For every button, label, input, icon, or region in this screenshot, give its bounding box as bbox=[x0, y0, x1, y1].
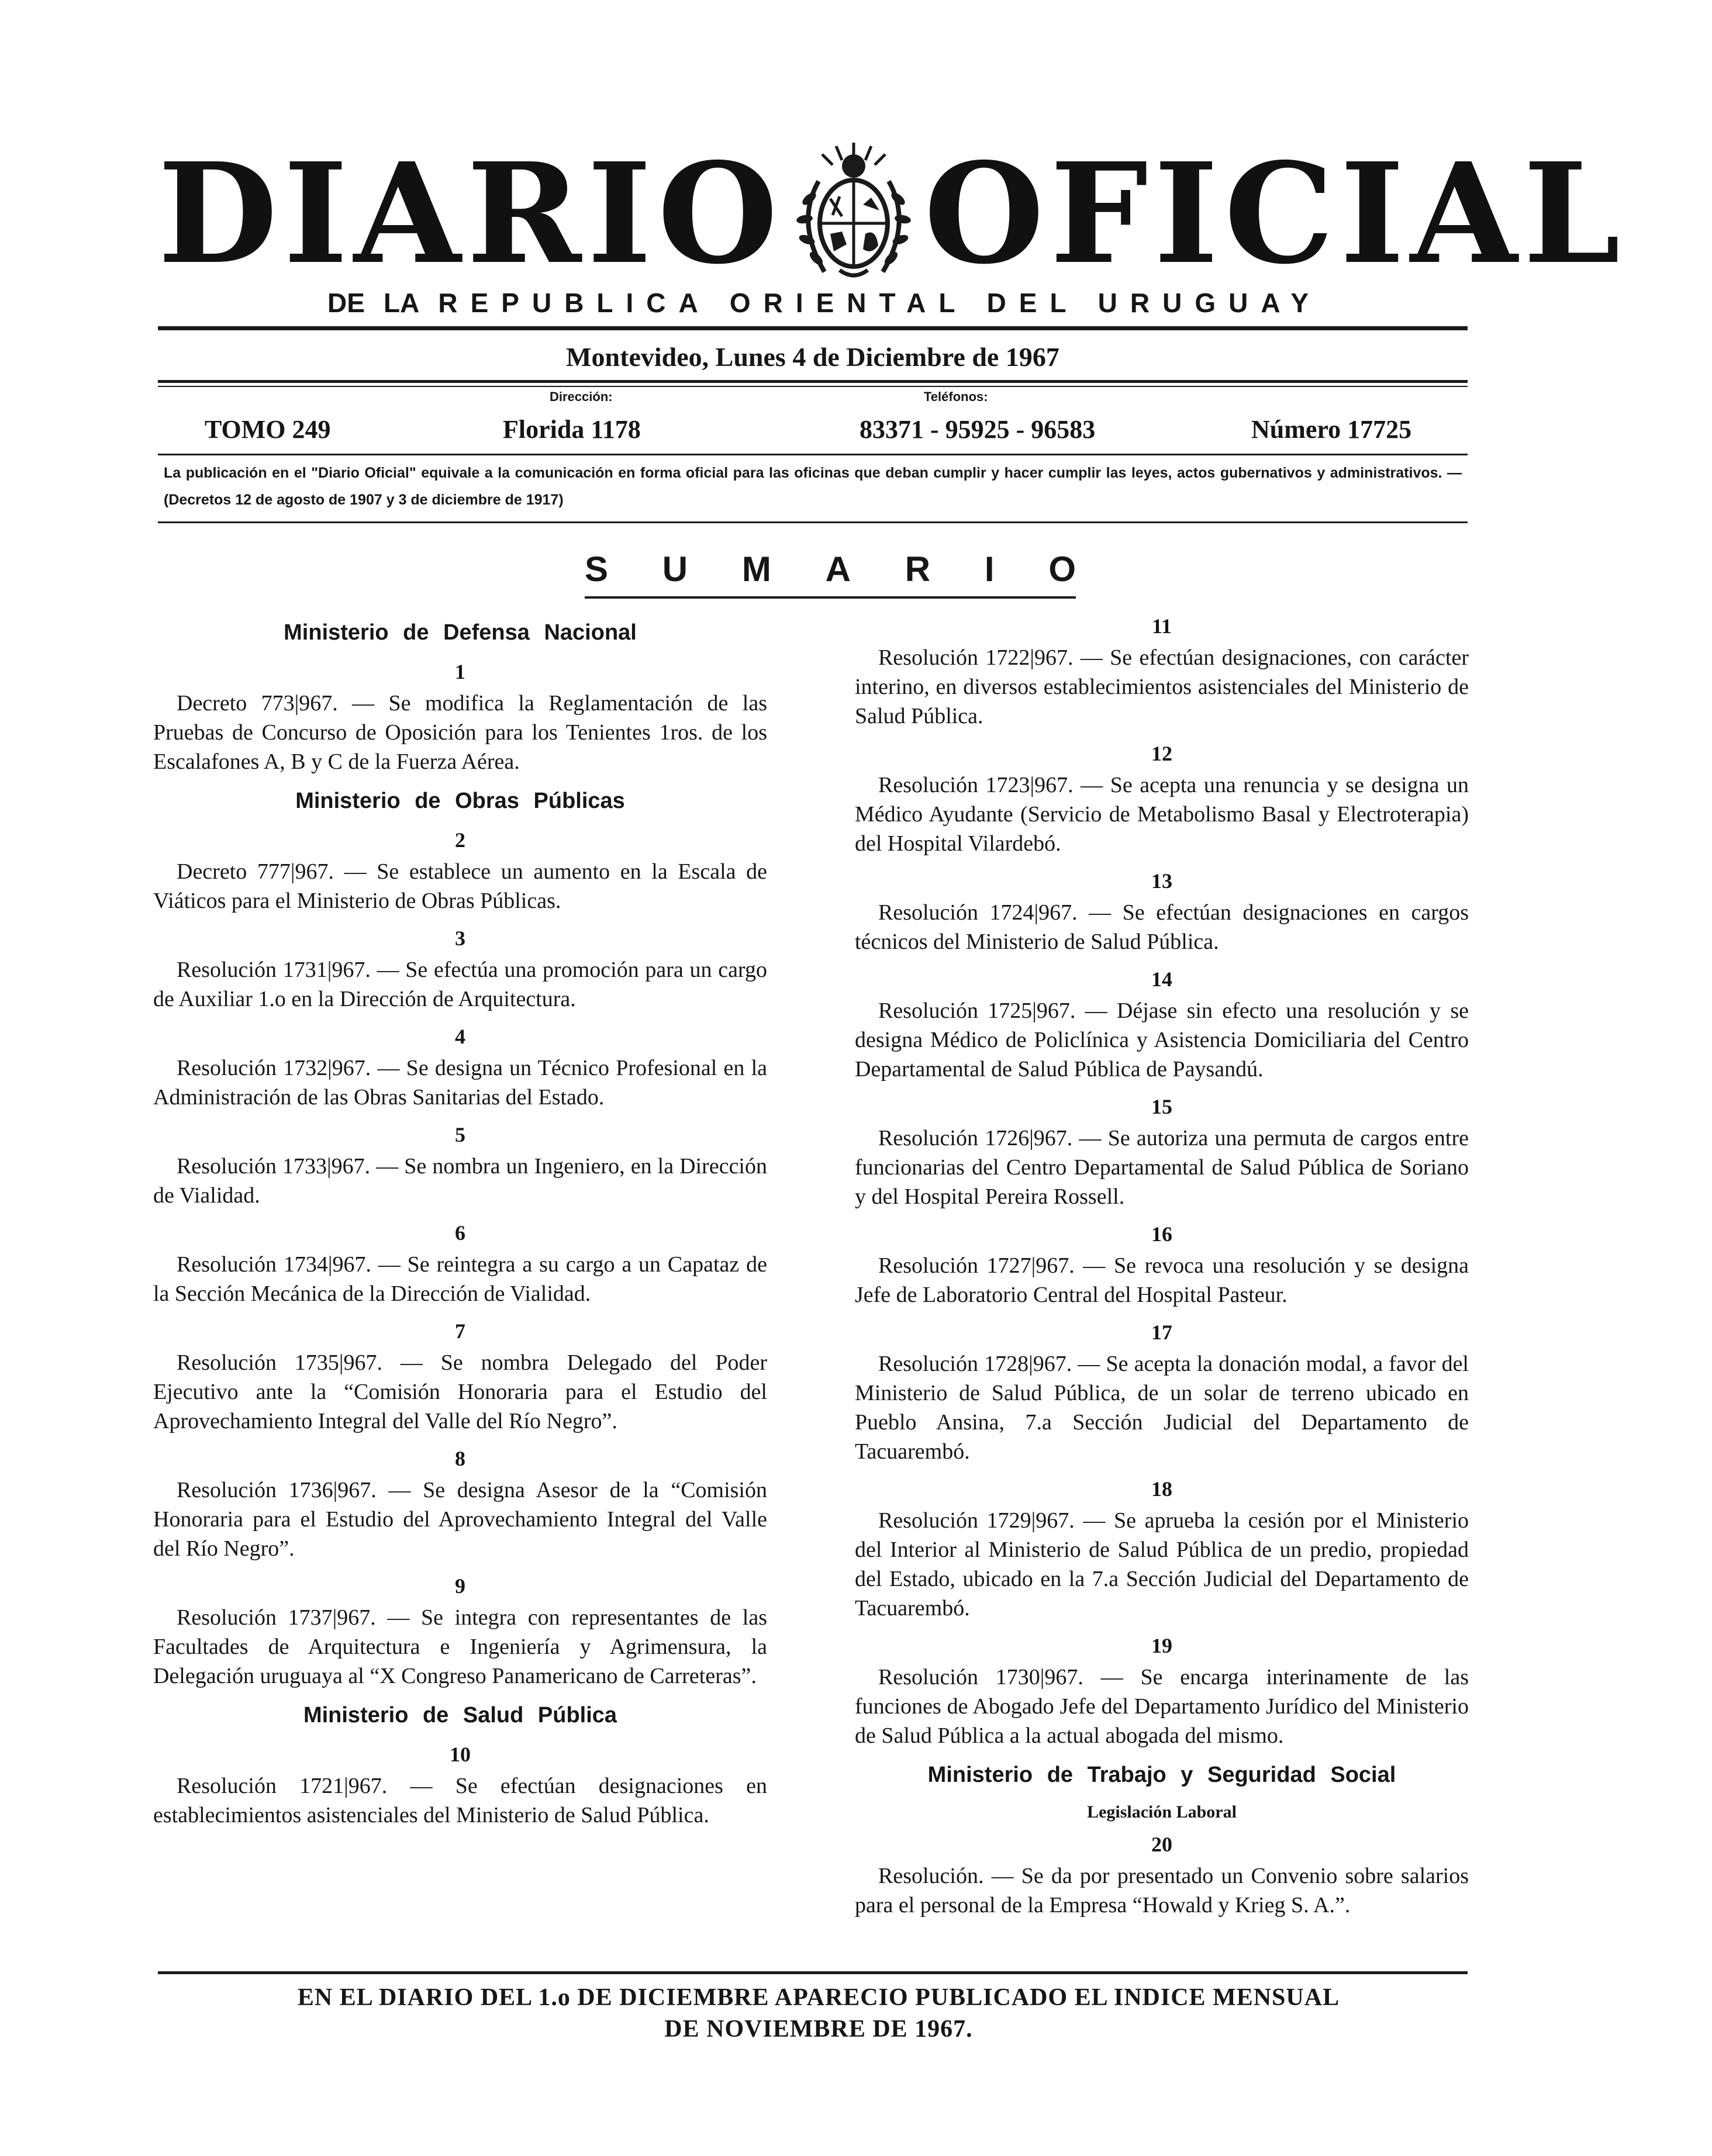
subtitle-word: REPUBLICA bbox=[438, 288, 711, 318]
masthead bbox=[158, 132, 1627, 295]
masthead-title-right: OFICIAL bbox=[924, 132, 1627, 295]
summary-entry: Resolución 1727|967. — Se revoca una resolución y se designa Jefe de Laboratorio Central del Hospital Pasteur. bbox=[855, 1253, 1469, 1307]
info-rule bbox=[158, 454, 1468, 455]
summary-entry: Resolución 1721|967. — Se efectúan designaciones en establecimientos asistenciales del Ministerio de Salud Pública. bbox=[153, 1774, 767, 1827]
item-number: 14 bbox=[1151, 968, 1172, 991]
summary-entry: Resolución 1726|967. — Se autoriza una permuta de cargos entre funcionarias del Centro Departamental de Salud Pública de Soriano y del Hospital Pereira Rossell. bbox=[855, 1126, 1469, 1209]
ministry-heading-salud: Ministerio de Salud Pública bbox=[303, 1703, 617, 1727]
telefonos-label: Teléfonos: bbox=[924, 389, 988, 404]
summary-entry: Decreto 777|967. — Se establece un aumento en la Escala de Viáticos para el Ministerio de Obras Públicas. bbox=[153, 859, 767, 913]
item-number: 3 bbox=[455, 927, 465, 950]
item-number: 17 bbox=[1151, 1321, 1172, 1344]
right-column bbox=[855, 608, 1469, 1927]
item-number: 8 bbox=[455, 1447, 465, 1470]
masthead-subtitle bbox=[327, 285, 1321, 320]
sumario-letter: U bbox=[662, 549, 688, 589]
item-number: 11 bbox=[1151, 614, 1172, 638]
sumario-letter: O bbox=[1048, 549, 1076, 589]
left-column bbox=[153, 608, 767, 1837]
summary-entry: Resolución 1722|967. — Se efectúan designaciones, con carácter interino, en diversos establecimientos asistenciales del Ministerio de Salud Pública. bbox=[855, 645, 1469, 728]
sumario-heading bbox=[585, 543, 1076, 595]
subtitle-word: ORIENTAL bbox=[729, 288, 968, 318]
summary-entry: Resolución 1737|967. — Se integra con representantes de las Facultades de Arquitectura e Ingeniería y Agrimensura, la Delegación uruguaya al “X Congreso Panamericano de Carreteras”. bbox=[153, 1605, 767, 1688]
ministry-heading-trabajo: Ministerio de Trabajo y Seguridad Social bbox=[927, 1763, 1396, 1787]
summary-entry: Resolución 1725|967. — Déjase sin efecto una resolución y se designa Médico de Policlínica y Asistencia Domiciliaria del Centro Departamental de Salud Pública de Paysandú. bbox=[855, 998, 1469, 1082]
dateline: Montevideo, Lunes 4 de Diciembre de 1967 bbox=[566, 342, 1059, 372]
summary-entry: Resolución 1728|967. — Se acepta la donación modal, a favor del Ministerio de Salud Pública, de un solar de terreno ubicado en Pueblo Ansina, 7.a Sección Judicial del Departamento de Tacuarembó. bbox=[855, 1352, 1469, 1464]
bottom-notice bbox=[193, 1982, 1444, 2045]
ministry-heading-obras: Ministerio de Obras Públicas bbox=[295, 789, 625, 813]
summary-entry: Resolución 1731|967. — Se efectúa una promoción para un cargo de Auxiliar 1.o en la Dirección de Arquitectura. bbox=[153, 958, 767, 1011]
item-number: 1 bbox=[455, 660, 465, 683]
subtitle-word: DE bbox=[327, 288, 365, 318]
summary-entry: Resolución 1730|967. — Se encarga interinamente de las funciones de Abogado Jefe del Departamento Jurídico del Ministerio de Salud Pública a la actual abogada del mismo. bbox=[855, 1665, 1469, 1748]
subhead-legislacion: Legislación Laboral bbox=[1087, 1802, 1237, 1822]
direccion-label: Dirección: bbox=[550, 389, 613, 404]
coat-of-arms-icon bbox=[783, 140, 924, 286]
legal-rule bbox=[158, 521, 1468, 523]
item-number: 7 bbox=[455, 1319, 465, 1343]
item-number: 4 bbox=[455, 1025, 465, 1048]
item-number: 5 bbox=[455, 1123, 465, 1146]
subtitle-word: DEL bbox=[986, 288, 1079, 318]
bottom-notice-line1: EN EL DIARIO DEL 1.o DE DICIEMBRE APARECIO PUBLICADO EL INDICE MENSUAL bbox=[297, 1984, 1340, 2011]
footer-rule bbox=[158, 1971, 1468, 1974]
summary-entry: Resolución 1724|967. — Se efectúan designaciones en cargos técnicos del Ministerio de Salud Pública. bbox=[855, 900, 1469, 954]
tomo: TOMO 249 bbox=[205, 415, 331, 444]
bottom-notice-line2: DE NOVIEMBRE DE 1967. bbox=[664, 2016, 973, 2043]
summary-entry: Resolución 1734|967. — Se reintegra a su cargo a un Capataz de la Sección Mecánica de la Dirección de Vialidad. bbox=[153, 1252, 767, 1306]
item-number: 9 bbox=[455, 1574, 465, 1598]
sumario-letter: S bbox=[585, 549, 609, 589]
subtitle-word: URUGUAY bbox=[1097, 288, 1321, 318]
legal-notice: La publicación en el "Diario Oficial" equivale a la comunicación en forma oficial para las oficinas que deban cumplir y hacer cumplir las leyes, actos gubernativos y administrativos. — (Decretos 12 de agosto de 1907 y 3 de diciembre de 1917) bbox=[164, 465, 1462, 508]
item-number: 10 bbox=[450, 1743, 471, 1766]
masthead-title-left: DIARIO bbox=[158, 132, 784, 295]
summary-entry: Resolución 1729|967. — Se aprueba la cesión por el Ministerio del Interior al Ministerio de Salud Pública de un predio, propiedad del Estado, ubicado en la 7.a Sección Judicial del Departamento de Tacuarembó. bbox=[855, 1508, 1469, 1621]
dateline-rule bbox=[158, 380, 1468, 383]
item-number: 18 bbox=[1151, 1477, 1172, 1501]
sumario-letter: R bbox=[905, 549, 931, 589]
item-number: 6 bbox=[455, 1221, 465, 1245]
item-number: 19 bbox=[1151, 1634, 1172, 1657]
numero: Número 17725 bbox=[1251, 415, 1412, 444]
summary-entry: Decreto 773|967. — Se modifica la Reglamentación de las Pruebas de Concurso de Oposición para los Tenientes 1ros. de los Escalafones A, B y C de la Fuerza Aérea. bbox=[153, 691, 767, 774]
direccion-value: Florida 1178 bbox=[503, 415, 641, 444]
summary-entry: Resolución 1733|967. — Se nombra un Ingeniero, en la Dirección de Vialidad. bbox=[153, 1154, 767, 1208]
header-rule bbox=[158, 326, 1468, 330]
sumario-letter: A bbox=[825, 549, 851, 589]
item-number: 13 bbox=[1151, 869, 1172, 893]
sumario-underline bbox=[585, 596, 1076, 599]
sumario-letter: I bbox=[984, 549, 995, 589]
subtitle-word: LA bbox=[383, 288, 420, 318]
item-number: 20 bbox=[1151, 1833, 1172, 1856]
sumario-letter: M bbox=[741, 549, 771, 589]
summary-entry: Resolución 1732|967. — Se designa un Técnico Profesional en la Administración de las Obras Sanitarias del Estado. bbox=[153, 1056, 767, 1110]
dateline-rule-thin bbox=[158, 386, 1468, 387]
summary-entry: Resolución 1723|967. — Se acepta una renuncia y se designa un Médico Ayudante (Servicio de Metabolismo Basal y Electroterapia) del Hospital Vilardebó. bbox=[855, 773, 1469, 856]
item-number: 12 bbox=[1151, 742, 1172, 765]
summary-entry: Resolución 1736|967. — Se designa Asesor de la “Comisión Honoraria para el Estudio del Aprovechamiento Integral del Valle del Río Negro”. bbox=[153, 1478, 767, 1561]
item-number: 2 bbox=[455, 828, 465, 852]
summary-entry: Resolución. — Se da por presentado un Convenio sobre salarios para el personal de la Empresa “Howald y Krieg S. A.”. bbox=[855, 1864, 1469, 1917]
telefonos-value: 83371 - 95925 - 96583 bbox=[860, 415, 1096, 444]
item-number: 15 bbox=[1151, 1095, 1172, 1118]
item-number: 16 bbox=[1151, 1222, 1172, 1246]
summary-entry: Resolución 1735|967. — Se nombra Delegado del Poder Ejecutivo ante la “Comisión Honoraria para el Estudio del Aprovechamiento Integral del Valle del Río Negro”. bbox=[153, 1350, 767, 1433]
ministry-heading-defensa: Ministerio de Defensa Nacional bbox=[284, 620, 637, 645]
